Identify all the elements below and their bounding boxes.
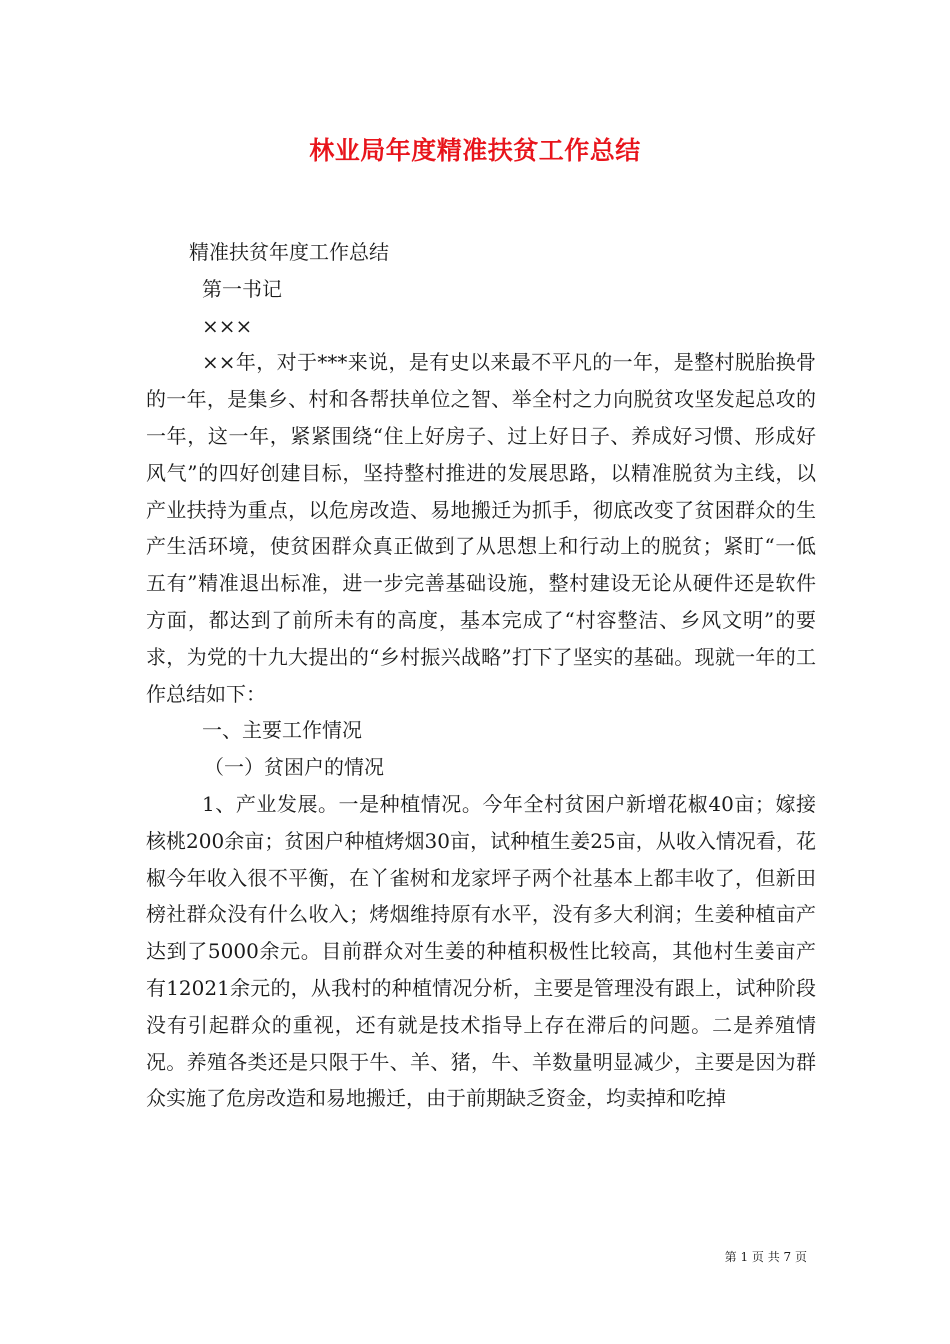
paragraph-intro: ××年，对于***来说，是有史以来最不平凡的一年，是整村脱胎换骨的一年，是集乡、村和各帮扶单位之智、举全村之力向脱贫攻坚发起总攻的一年，这一年，紧紧围绕“住上好房子、过上好日子、养成好习惯、形成好风气”的四好创建目标，坚持整村推进的发展思路，以精准脱贫为主线，以产业扶持为重点，以危房改造、易地搬迁为抓手，彻底改变了贫困群众的生产生活环境，使贫困群众真正做到了从思想上和行动上的脱贫；紧盯“一低五有”精准退出标准，进一步完善基础设施，整村建设无论从硬件还是软件方面，都达到了前所未有的高度，基本完成了“村容整洁、乡风文明”的要求，为党的十九大提出的“乡村振兴战略”打下了坚实的基础。现就一年的工作总结如下： — [146, 350, 816, 706]
page-number-footer: 第 1 页 共 7 页 — [724, 1250, 807, 1264]
paragraph-industry-development: 1、产业发展。一是种植情况。今年全村贫困户新增花椒40亩；嫁接核桃200余亩；贫困户种植烤烟30亩，试种植生姜25亩，从收入情况看，花椒今年收入很不平衡，在丫雀树和龙家坪子两个社基本上都丰收了，但新田榜社群众没有什么收入；烤烟维持原有水平，没有多大利润；生姜种植亩产达到了5000余元。目前群众对生姜的种植积极性比较高，其他村生姜亩产有12021余元的，从我村的种植情况分析，主要是管理没有跟上，试种阶段没有引起群众的重视，还有就是技术指导上存在滞后的问题。二是养殖情况。养殖各类还是只限于牛、羊、猪，牛、羊数量明显减少，主要是因为群众实施了危房改造和易地搬迁，由于前期缺乏资金，均卖掉和吃掉 — [146, 791, 816, 1111]
paragraph-section-heading: 一、主要工作情况 — [202, 718, 362, 743]
paragraph-author-role: 第一书记 — [202, 276, 282, 301]
document-title: 林业局年度精准扶贫工作总结 — [309, 136, 641, 165]
paragraph-subtitle: 精准扶贫年度工作总结 — [189, 240, 389, 264]
paragraph-author-name: ××× — [202, 313, 253, 338]
paragraph-subsection-heading: （一）贫困户的情况 — [204, 755, 384, 780]
document-body — [146, 234, 816, 1117]
